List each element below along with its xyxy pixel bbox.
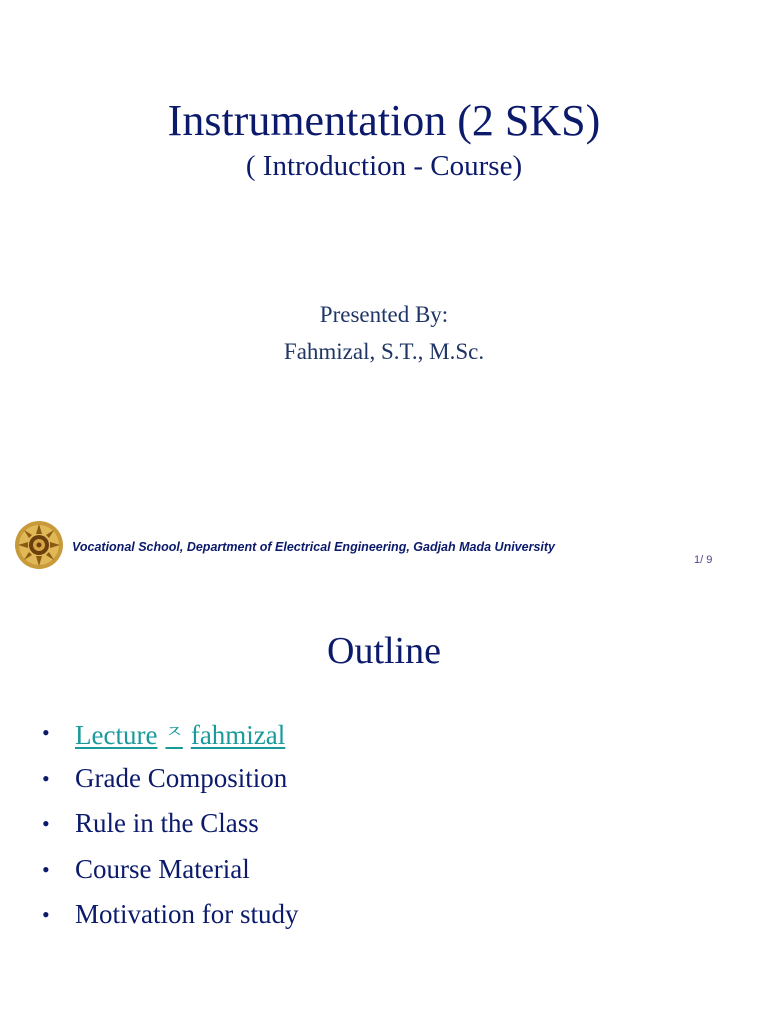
- bullet: •: [42, 720, 50, 745]
- slide-title: Instrumentation (2 SKS): [167, 96, 601, 145]
- outline-item-motivation: [42, 892, 299, 938]
- university-seal-icon: [14, 520, 64, 570]
- presenter-name: Fahmizal, S.T., M.Sc.: [283, 339, 485, 364]
- outline-slide: [0, 580, 768, 1024]
- outline-item-label: Rule in the Class: [75, 808, 259, 838]
- outline-item-label: Grade Composition: [75, 762, 288, 793]
- presented-by-label: Presented By:: [319, 302, 449, 327]
- outline-item-label: Course Material: [75, 853, 250, 884]
- lecture-author: fahmizal: [190, 720, 286, 750]
- slide-footer: [14, 520, 714, 572]
- outline-item-label: Motivation for study: [75, 899, 299, 929]
- outline-title: Outline: [327, 630, 441, 672]
- bullet: •: [42, 902, 50, 927]
- footer-institution: Vocational School, Department of Electrical Engineering, Gadjah Mada University: [72, 540, 555, 554]
- outline-item-material: [42, 847, 299, 893]
- outline-item-grade: [42, 756, 299, 802]
- lecture-text: Lecture: [75, 720, 158, 750]
- outline-item-rule: [42, 801, 299, 847]
- bullet: •: [42, 856, 50, 882]
- page-number: 1/ 9: [694, 554, 713, 566]
- outline-list: [42, 710, 299, 938]
- bullet: •: [42, 765, 50, 791]
- outline-item-lecture[interactable]: [42, 710, 299, 756]
- lecture-glyph: ㅈ: [165, 722, 183, 742]
- bullet: •: [42, 811, 50, 836]
- lecture-link[interactable]: [75, 720, 285, 750]
- slide-subtitle: ( Introduction - Course): [245, 150, 523, 182]
